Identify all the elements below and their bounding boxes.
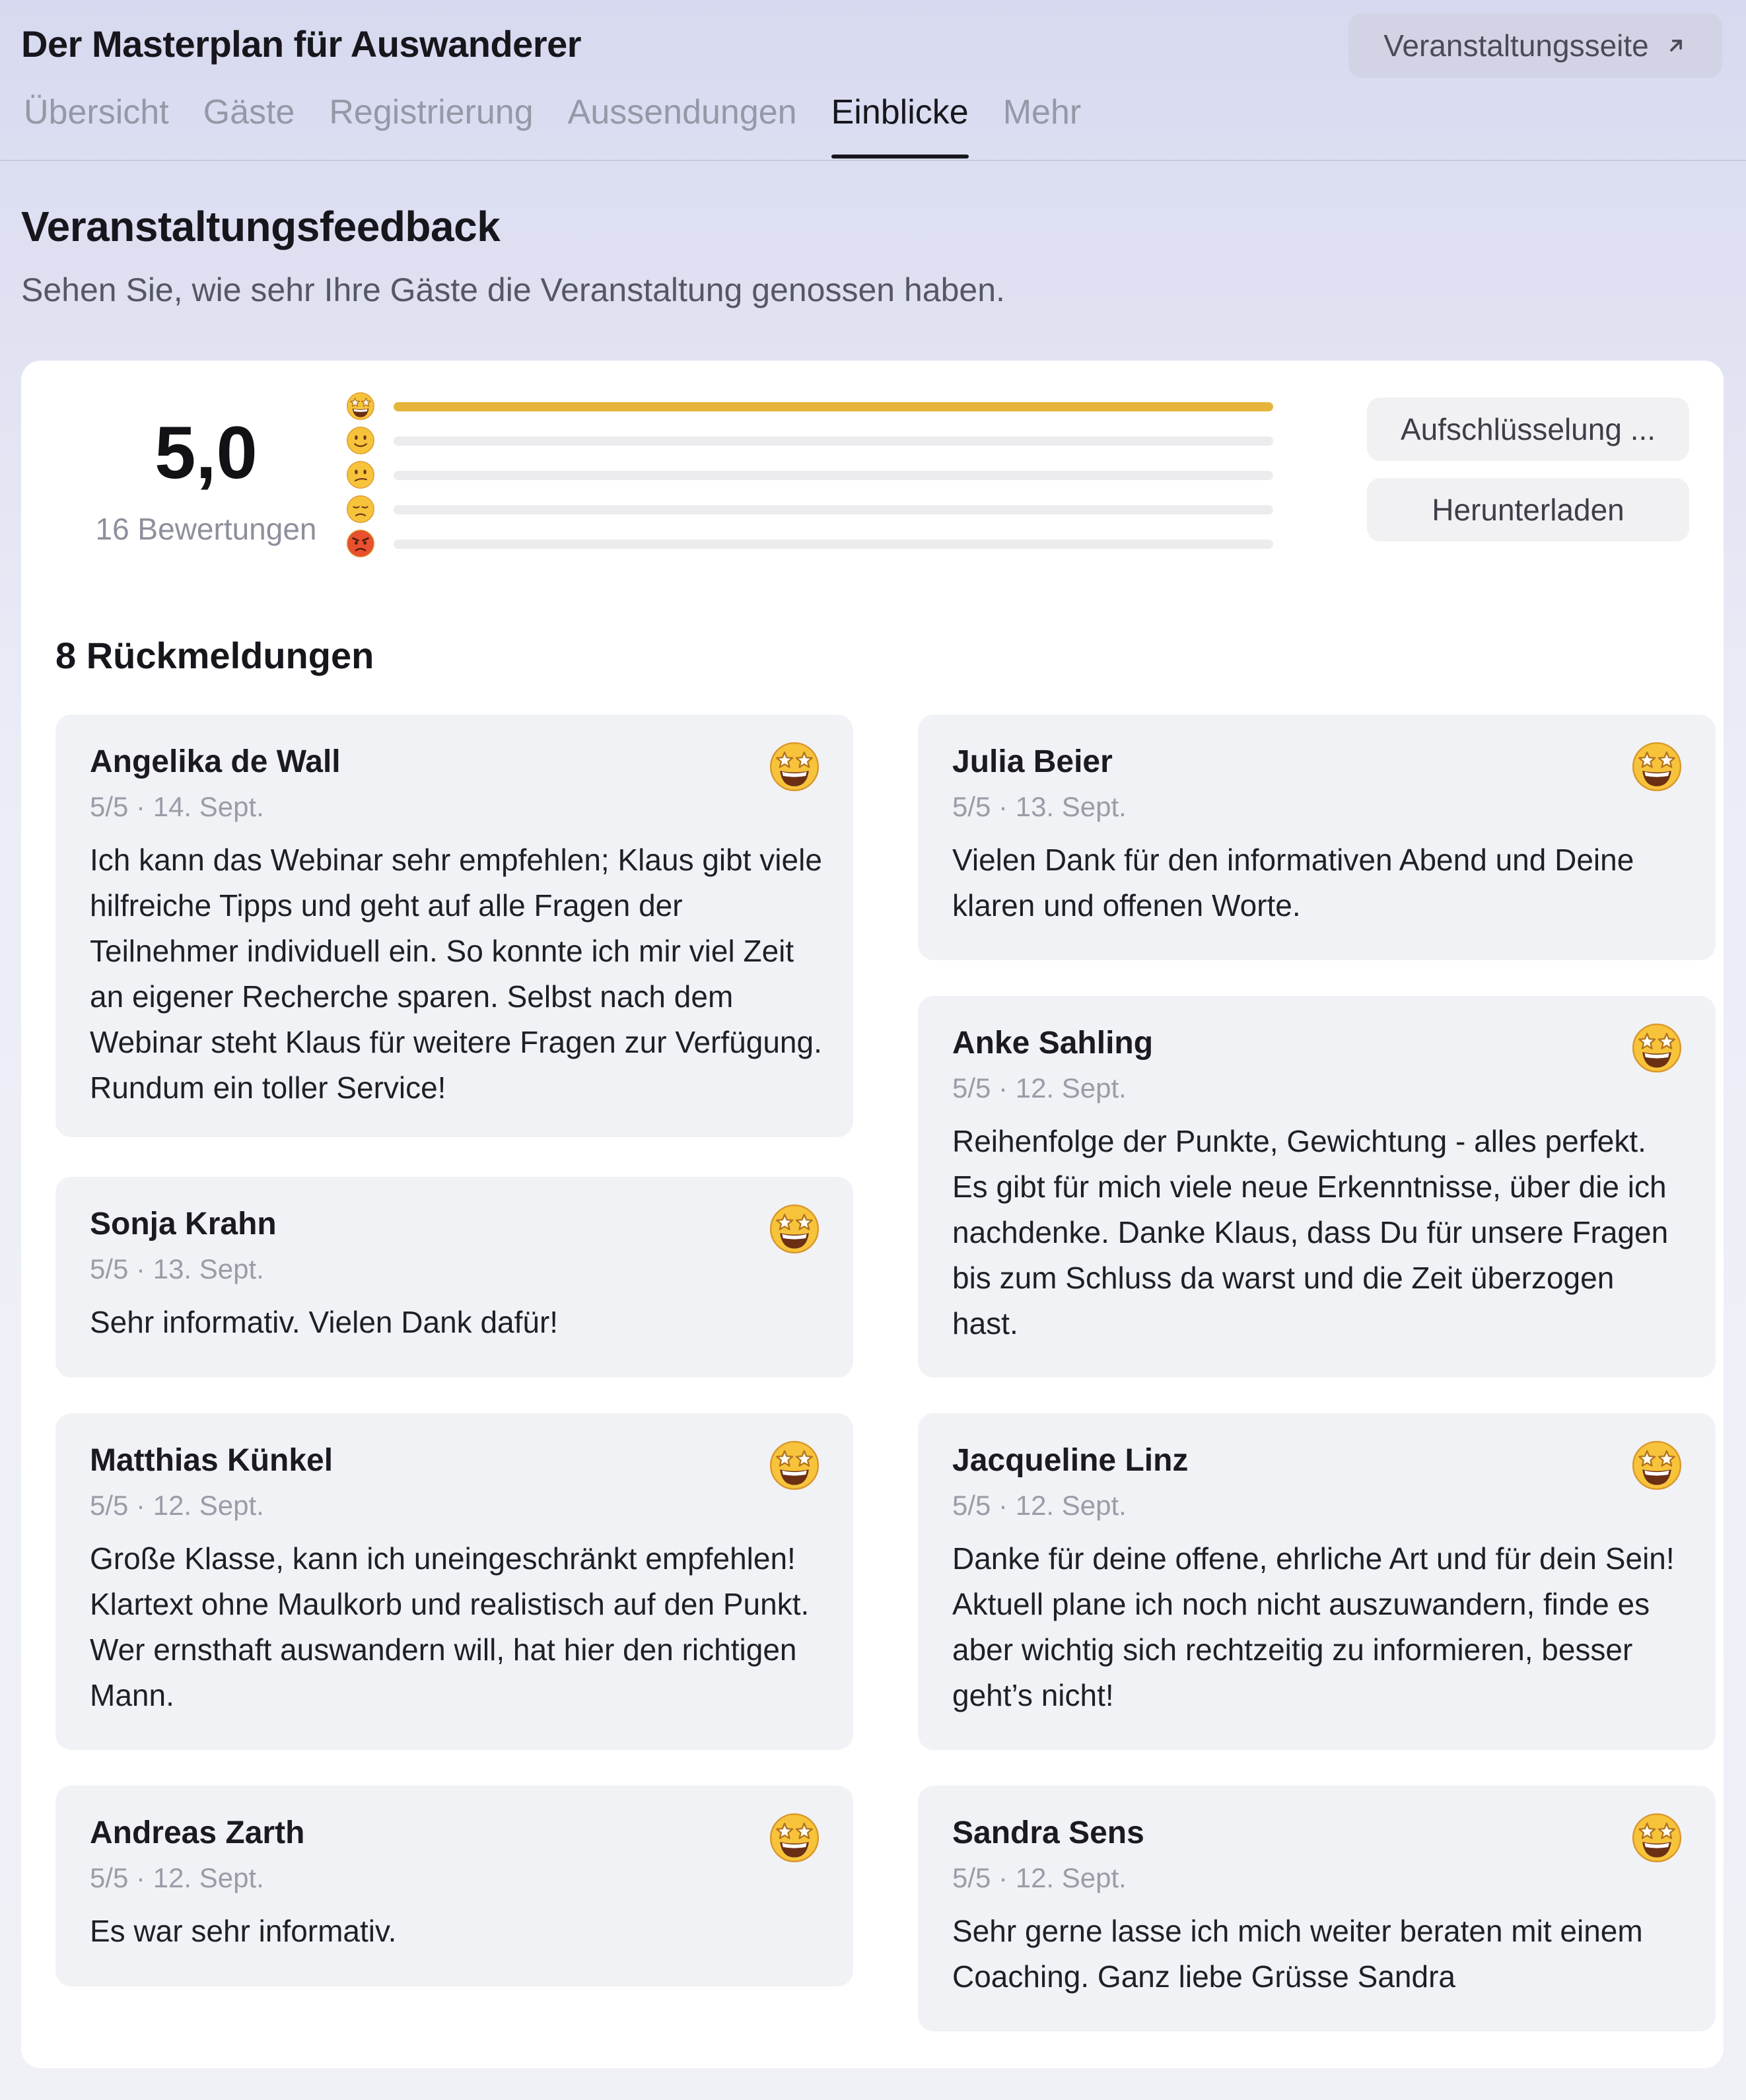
feedback-item xyxy=(918,1413,1716,1750)
average-score: 5,0 xyxy=(155,411,258,494)
ratings-count: 16 Bewertungen xyxy=(95,512,317,546)
feedback-card xyxy=(21,361,1724,2068)
feedback-rating-date: 5/5 · 13. Sept. xyxy=(90,1253,264,1284)
feedback-rating-date: 5/5 · 14. Sept. xyxy=(90,791,264,822)
tab-guests[interactable]: Gäste xyxy=(203,93,295,131)
section-subtitle: Sehen Sie, wie sehr Ihre Gäste die Veranstaltung genossen haben. xyxy=(21,271,1005,308)
feedback-author: Angelika de Wall xyxy=(90,744,341,779)
slightly-smiling-face-icon xyxy=(346,426,376,456)
feedback-author: Anke Sahling xyxy=(952,1026,1154,1061)
feedback-text: Es war sehr informativ. xyxy=(90,1914,397,1948)
feedback-text: Sehr gerne lasse ich mich weiter beraten mit einem Coaching. Ganz liebe Grüsse Sandra xyxy=(952,1914,1643,1994)
breakdown-button[interactable]: Aufschlüsselung ... xyxy=(1367,398,1689,461)
rating-summary xyxy=(74,407,338,547)
feedback-item xyxy=(918,1786,1716,2031)
rating-distribution xyxy=(346,390,1304,561)
distribution-bar xyxy=(394,402,1273,411)
tab-overview[interactable]: Übersicht xyxy=(24,93,169,131)
disappointed-face-icon xyxy=(346,495,376,525)
feedback-item xyxy=(918,996,1716,1378)
feedback-text: Ich kann das Webinar sehr empfehlen; Klaus gibt viele hilfreiche Tipps und geht auf alle Fragen der Teilnehmer individuell ein. So konnte ich mir viel Zeit an eigener Recherche sparen. Selbst nach dem Webinar steht Klaus für weitere Fragen zur Verfügung. Rundum ein toller Service! xyxy=(90,843,822,1105)
feedback-item xyxy=(55,715,853,1137)
confused-face-icon xyxy=(346,460,376,491)
event-page-label: Veranstaltungsseite xyxy=(1383,28,1649,63)
feedback-text: Reihenfolge der Punkte, Gewichtung - alles perfekt. Es gibt für mich viele neue Erkenntnisse, über die ich nachdenke. Danke Klaus, dass Du für unsere Fragen bis zum Schluss da warst und die Zeit überzogen hast. xyxy=(952,1124,1669,1341)
feedback-author: Julia Beier xyxy=(952,744,1113,779)
distribution-row xyxy=(346,458,1304,493)
tab-bar xyxy=(24,90,1081,158)
star-struck-face-icon xyxy=(1631,1812,1683,1864)
feedback-author: Sandra Sens xyxy=(952,1815,1144,1850)
star-struck-face-icon xyxy=(1631,741,1683,792)
star-struck-face-icon xyxy=(346,392,376,422)
section-title: Veranstaltungsfeedback xyxy=(21,203,501,250)
feedback-author: Sonja Krahn xyxy=(90,1207,277,1242)
feedback-rating-date: 5/5 · 12. Sept. xyxy=(952,1490,1127,1521)
event-header xyxy=(0,0,1746,161)
distribution-bar xyxy=(394,437,1273,446)
feedback-item xyxy=(55,1177,853,1378)
feedback-text: Danke für deine offene, ehrliche Art und für dein Sein! Aktuell plane ich noch nicht auszuwandern, finde es aber wichtig sich rechtzeitig zu informieren, besser geht’s nicht! xyxy=(952,1541,1675,1712)
feedback-author: Andreas Zarth xyxy=(90,1815,305,1850)
feedback-text: Große Klasse, kann ich uneingeschränkt empfehlen! Klartext ohne Maulkorb und realistisch auf den Punkt. Wer ernsthaft auswandern will, hat hier den richtigen Mann. xyxy=(90,1541,810,1712)
star-struck-face-icon xyxy=(769,1812,820,1864)
feedback-rating-date: 5/5 · 12. Sept. xyxy=(952,1862,1127,1893)
distribution-bar xyxy=(394,540,1273,549)
feedback-text: Sehr informativ. Vielen Dank dafür! xyxy=(90,1305,559,1339)
feedback-item xyxy=(55,1786,853,1986)
arrow-up-right-icon xyxy=(1665,34,1687,57)
feedback-rating-date: 5/5 · 13. Sept. xyxy=(952,791,1127,822)
star-struck-face-icon xyxy=(769,741,820,792)
feedback-rating-date: 5/5 · 12. Sept. xyxy=(952,1072,1127,1103)
star-struck-face-icon xyxy=(1631,1440,1683,1491)
distribution-row xyxy=(346,493,1304,527)
event-title: Der Masterplan für Auswanderer xyxy=(21,23,582,65)
angry-face-icon xyxy=(346,529,376,559)
star-struck-face-icon xyxy=(769,1203,820,1255)
feedback-rating-date: 5/5 · 12. Sept. xyxy=(90,1490,264,1521)
tab-mailings[interactable]: Aussendungen xyxy=(567,93,797,131)
tab-insights[interactable]: Einblicke xyxy=(831,90,969,158)
feedback-author: Matthias Künkel xyxy=(90,1443,333,1478)
distribution-bar xyxy=(394,505,1273,514)
feedback-count: 8 Rückmeldungen xyxy=(55,635,374,676)
tab-more[interactable]: Mehr xyxy=(1002,93,1082,131)
feedback-item xyxy=(918,715,1716,960)
download-button[interactable]: Herunterladen xyxy=(1367,478,1689,542)
event-page-button[interactable] xyxy=(1348,13,1722,78)
feedback-text: Vielen Dank für den informativen Abend und Deine klaren und offenen Worte. xyxy=(952,843,1634,923)
tab-registration[interactable]: Registrierung xyxy=(329,93,534,131)
distribution-row xyxy=(346,424,1304,458)
distribution-bar xyxy=(394,471,1273,480)
distribution-row xyxy=(346,527,1304,561)
star-struck-face-icon xyxy=(769,1440,820,1491)
feedback-item xyxy=(55,1413,853,1750)
feedback-author: Jacqueline Linz xyxy=(952,1443,1189,1478)
distribution-row xyxy=(346,390,1304,424)
distribution-bar-fill xyxy=(394,402,1273,411)
feedback-rating-date: 5/5 · 12. Sept. xyxy=(90,1862,264,1893)
star-struck-face-icon xyxy=(1631,1022,1683,1074)
